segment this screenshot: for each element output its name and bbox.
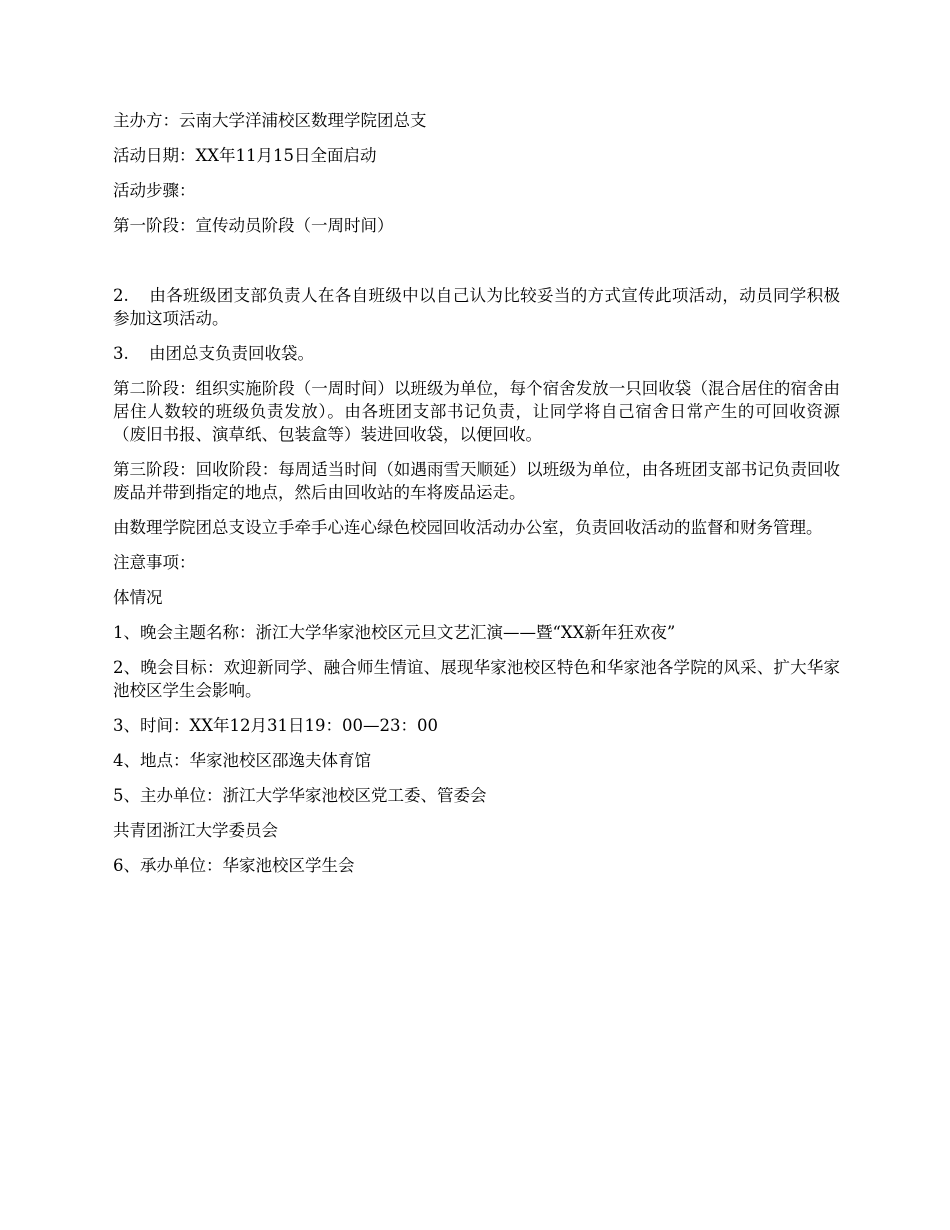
event-item-1: 1、晚会主题名称：浙江大学华家池校区元旦文艺汇演——暨“XX新年狂欢夜” [113,623,676,642]
co-host-line: 共青团浙江大学委员会 [113,821,278,840]
list-item-3 [113,342,840,365]
list-item-2 [113,284,840,330]
list-item-2-text: 由各班级团支部负责人在各自班级中以自己认为比较妥当的方式宣传此项活动，动员同学积极参加这项活动。 [113,286,840,328]
event-item-5: 5、主办单位：浙江大学华家池校区党工委、管委会 [113,786,487,805]
overview-line: 体情况 [113,588,163,607]
notes-heading: 注意事项： [113,553,196,572]
steps-title: 活动步骤： [113,181,196,200]
event-item-2: 2、晚会目标：欢迎新同学、融合师生情谊、展现华家池校区特色和华家池各学院的风采、扩大华家池校区学生会影响。 [113,658,840,700]
office-paragraph: 由数理学院团总支设立手牵手心连心绿色校园回收活动办公室，负责回收活动的监督和财务管理。 [113,518,823,537]
document-body [113,109,840,889]
list-item-3-number: 3. [113,344,129,363]
host-line: 主办方：云南大学洋浦校区数理学院团总支 [113,111,427,130]
event-item-3: 3、时间：XX年12月31日19：00—23：00 [113,716,438,735]
date-line: 活动日期：XX年11月15日全面启动 [113,146,377,165]
stage-2-paragraph: 第二阶段：组织实施阶段（一周时间）以班级为单位，每个宿舍发放一只回收袋（混合居住的宿舍由居住人数较的班级负责发放）。由各班团支部书记负责，让同学将自己宿舍日常产生的可回收资源（废旧书报、演草纸、包装盒等）装进回收袋，以便回收。 [113,379,840,444]
list-item-3-text: 由团总支负责回收袋。 [149,344,314,363]
stage-1-line: 第一阶段：宣传动员阶段（一周时间） [113,216,394,235]
blank-gap [113,249,840,284]
event-item-4: 4、地点：华家池校区邵逸夫体育馆 [113,751,371,770]
event-item-6: 6、承办单位：华家池校区学生会 [113,856,355,875]
list-item-2-number: 2. [113,286,129,305]
stage-3-paragraph: 第三阶段：回收阶段：每周适当时间（如遇雨雪天顺延）以班级为单位，由各班团支部书记负责回收废品并带到指定的地点，然后由回收站的车将废品运走。 [113,460,840,502]
